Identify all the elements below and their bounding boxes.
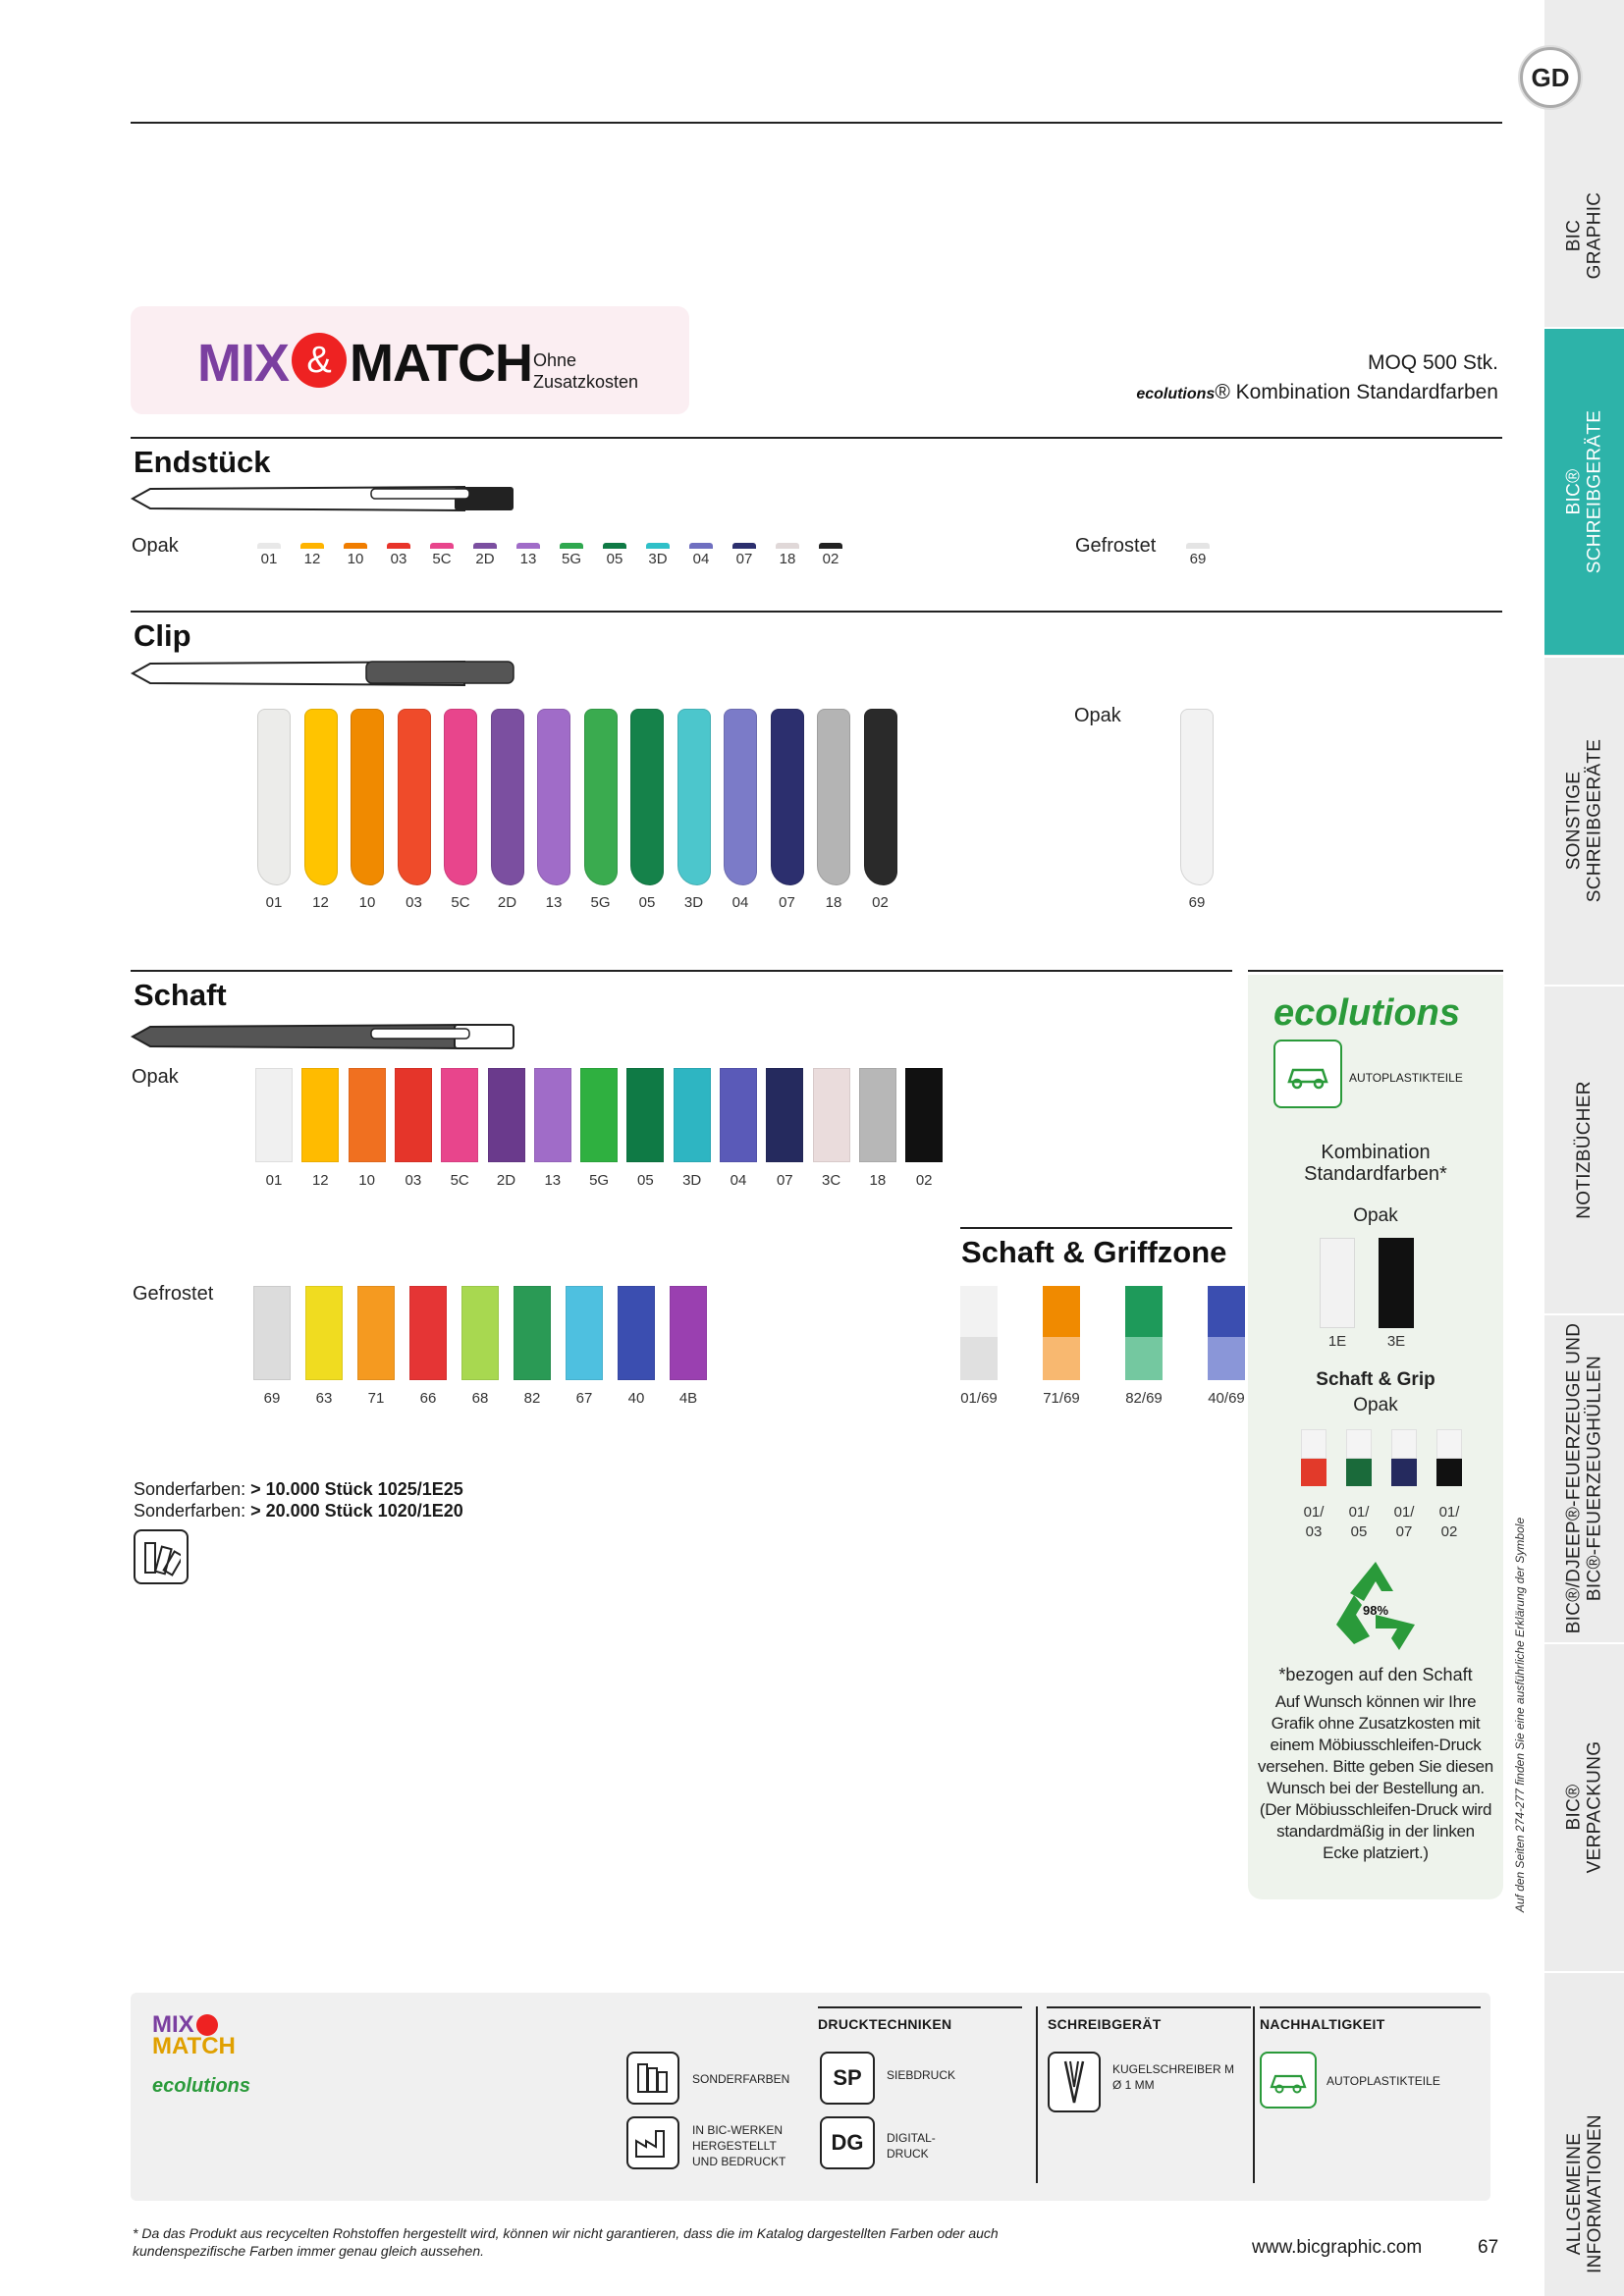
shaft-code: 12	[311, 1172, 329, 1189]
griff-code: 82/69	[1125, 1390, 1163, 1407]
griff-top	[960, 1286, 998, 1337]
tab-label: BIC GRAPHIC	[1563, 191, 1605, 280]
shaft-swatch	[859, 1068, 896, 1162]
color-dot	[1186, 543, 1210, 549]
griff-top	[1125, 1286, 1163, 1337]
shaft-code: 02	[915, 1172, 933, 1189]
clip-swatch	[351, 709, 384, 885]
eco-opak-swatch	[1320, 1238, 1355, 1328]
eco-opak-swatch	[1379, 1238, 1414, 1328]
clip-swatch	[398, 709, 431, 885]
symbols-note: Auf den Seiten 274-277 finden Sie eine ausführliche Erklärung der Symbole	[1513, 1517, 1527, 1913]
color-code: 05	[606, 551, 623, 567]
tab-notizbuecher[interactable]	[1544, 987, 1624, 1312]
tab-bic-graphic[interactable]	[1544, 147, 1624, 324]
section-title-schaft: Schaft	[134, 978, 227, 1012]
shaft-code: 69	[263, 1390, 281, 1407]
color-code: 2D	[475, 551, 495, 567]
griff-code: 71/69	[1043, 1390, 1080, 1407]
tab-feuerzeuge[interactable]	[1544, 1315, 1624, 1641]
griff-code: 01/69	[960, 1390, 998, 1407]
sidebar	[1544, 0, 1624, 2296]
color-code: 04	[692, 551, 710, 567]
griff-bottom	[960, 1337, 998, 1380]
clip-swatch	[817, 709, 850, 885]
griff-top	[1208, 1286, 1245, 1337]
grip-opak-label: Opak	[1353, 1395, 1398, 1415]
tab-label: BIC®/DJEEP®-FEUERZEUGE UND BIC®-FEUERZEUGHÜLLEN	[1563, 1322, 1605, 1634]
sonderfarben-label: Sonderfarben:	[134, 1501, 246, 1521]
shaft-code: 5G	[589, 1172, 610, 1189]
color-dot	[344, 543, 367, 549]
rule-endstueck	[131, 437, 1502, 439]
eco-opak-label: Opak	[1353, 1205, 1398, 1226]
shaft-code: 18	[869, 1172, 887, 1189]
griff-code: 40/69	[1208, 1390, 1245, 1407]
shaft-swatch	[461, 1286, 499, 1380]
clip-code: 5G	[590, 894, 611, 911]
shaft-code: 10	[358, 1172, 375, 1189]
shaft-swatch	[626, 1068, 664, 1162]
shaft-swatch	[253, 1286, 291, 1380]
sonderfarben-value: 20.000 Stück 1020/1E20	[265, 1501, 463, 1521]
shaft-swatch	[301, 1068, 339, 1162]
shaft-swatch	[357, 1286, 395, 1380]
shaft-swatch	[670, 1286, 707, 1380]
rule-griffzone	[960, 1227, 1232, 1229]
clip-swatch	[304, 709, 338, 885]
color-dot	[603, 543, 626, 549]
griff-bottom	[1125, 1337, 1163, 1380]
schreib-head: SCHREIBGERÄT	[1048, 2016, 1162, 2032]
clip-code: 02	[872, 894, 889, 911]
shaft-code: 05	[637, 1172, 654, 1189]
pen-illustration-clip	[131, 656, 518, 691]
color-code: 5G	[561, 551, 581, 567]
clip-opak-label: Opak	[1074, 705, 1121, 726]
footer-mix-match-logo: MIX MATCH	[152, 2011, 236, 2059]
clip-code: 69	[1188, 894, 1206, 911]
clip-swatch	[1180, 709, 1214, 885]
shaft-swatch	[514, 1286, 551, 1380]
sonderfarben-value: 10.000 Stück 1025/1E25	[265, 1479, 463, 1499]
tab-label: SONSTIGE SCHREIBGERÄTE	[1563, 738, 1605, 903]
sp-icon: SP	[820, 2052, 875, 2105]
clip-swatch	[584, 709, 618, 885]
shaft-swatch	[305, 1286, 343, 1380]
grip-code: 01/ 03	[1303, 1504, 1325, 1540]
clip-code: 03	[406, 894, 422, 911]
pen-illustration-endstueck	[131, 481, 518, 516]
moq: MOQ 500 Stk.	[1367, 351, 1498, 374]
section-title-clip: Clip	[134, 618, 191, 653]
footer-car-icon	[1260, 2052, 1317, 2109]
grip-top	[1346, 1429, 1372, 1459]
shaft-swatch	[618, 1286, 655, 1380]
eco-opak-code: 3E	[1386, 1333, 1406, 1350]
shaft-swatch	[674, 1068, 711, 1162]
shaft-code: 71	[367, 1390, 385, 1407]
griff-top	[1043, 1286, 1080, 1337]
tab-allgemeine-informationen[interactable]	[1544, 1973, 1624, 2296]
recycle-percent: 98%	[1362, 1603, 1389, 1618]
shaft-swatch	[566, 1286, 603, 1380]
clip-swatch	[677, 709, 711, 885]
factory-icon	[626, 2116, 679, 2169]
banner-note-1: Ohne	[533, 350, 577, 370]
rule-eco	[1248, 970, 1503, 972]
color-dot	[300, 543, 324, 549]
sonderfarben-label: Sonderfarben:	[134, 1479, 246, 1499]
grip-code: 01/ 07	[1393, 1504, 1415, 1540]
shaft-code: 3C	[822, 1172, 841, 1189]
ecolutions-panel	[1248, 975, 1503, 1899]
website-link[interactable]: www.bicgraphic.com	[1252, 2237, 1423, 2258]
color-code: 10	[347, 551, 364, 567]
footer-eco-logo: ecolutions	[152, 2075, 251, 2097]
clip-code: 05	[638, 894, 656, 911]
mix-match-banner	[131, 306, 689, 414]
endstueck-opak-label: Opak	[132, 535, 179, 557]
shaft-swatch	[488, 1068, 525, 1162]
color-code: 5C	[432, 551, 452, 567]
clip-code: 18	[825, 894, 842, 911]
griff-bottom	[1208, 1337, 1245, 1380]
grip-code: 01/ 05	[1348, 1504, 1370, 1540]
shaft-code: 5C	[450, 1172, 469, 1189]
dg-label: DIGITAL- DRUCK	[887, 2131, 936, 2161]
color-code: 69	[1189, 551, 1207, 567]
note-body: Auf Wunsch können wir Ihre Grafik ohne Zusatzkosten mit einem Möbiusschleifen-Druck versehen. Bitte geben Sie diesen Wunsch bei der Bestellung an. (Der Möbiusschleifen-Druck wird standardmäßig in der linken Ecke platziert.)	[1258, 1692, 1493, 1862]
grip-top	[1436, 1429, 1462, 1459]
clip-swatch	[537, 709, 570, 885]
color-code: 18	[779, 551, 796, 567]
tab-bic-schreibgeraete[interactable]	[1544, 329, 1624, 655]
schaft-gefrostet-label: Gefrostet	[133, 1283, 214, 1305]
shaft-swatch	[813, 1068, 850, 1162]
section-title-griffzone: Schaft & Griffzone	[961, 1235, 1227, 1269]
eco-kombination: Kombination Standardfarben*	[1304, 1142, 1447, 1185]
tab-label: NOTIZBÜCHER	[1574, 1080, 1595, 1219]
shaft-code: 03	[405, 1172, 422, 1189]
color-dot	[516, 543, 540, 549]
clip-swatch	[444, 709, 477, 885]
color-dot	[387, 543, 410, 549]
ballpen-icon	[1048, 2052, 1101, 2112]
color-code: 01	[260, 551, 278, 567]
color-code: 07	[735, 551, 753, 567]
sonderfarben-block: Sonderfarben: > 10.000 Stück 1025/1E25 Sonderfarben: > 20.000 Stück 1020/1E20	[134, 1479, 463, 1521]
grip-bottom	[1436, 1459, 1462, 1486]
color-dot	[819, 543, 842, 549]
ecolutions-logo: ecolutions	[1273, 992, 1461, 1034]
clip-swatch	[257, 709, 291, 885]
gd-logo: GD	[1520, 47, 1581, 108]
color-dot	[430, 543, 454, 549]
bic-werken-text: IN BIC-WERKEN HERGESTELLT UND BEDRUCKT	[692, 2123, 786, 2168]
shaft-swatch	[534, 1068, 571, 1162]
color-code: 12	[303, 551, 321, 567]
sonderfarben-text: SONDERFARBEN	[692, 2072, 790, 2086]
grip-top	[1391, 1429, 1417, 1459]
clip-code: 01	[265, 894, 283, 911]
clip-swatch	[630, 709, 664, 885]
clip-code: 10	[358, 894, 376, 911]
grip-top	[1301, 1429, 1326, 1459]
color-dot	[560, 543, 583, 549]
sp-label: SIEBDRUCK	[887, 2068, 956, 2082]
color-dot	[732, 543, 756, 549]
pen-illustration-schaft	[131, 1019, 518, 1054]
color-code: 3D	[648, 551, 668, 567]
shaft-code: 67	[575, 1390, 593, 1407]
shaft-code: 63	[315, 1390, 333, 1407]
tab-label: ALLGEMEINE INFORMATIONEN	[1563, 2113, 1605, 2273]
clip-swatch	[864, 709, 897, 885]
shaft-code: 13	[544, 1172, 562, 1189]
clip-code: 12	[312, 894, 329, 911]
tab-label: BIC® SCHREIBGERÄTE	[1563, 409, 1605, 574]
druck-head: DRUCKTECHNIKEN	[818, 2016, 952, 2032]
grip-bottom	[1301, 1459, 1326, 1486]
grip-bottom	[1346, 1459, 1372, 1486]
shaft-swatch	[255, 1068, 293, 1162]
griff-bottom	[1043, 1337, 1080, 1380]
clip-code: 3D	[683, 894, 704, 911]
shaft-code: 07	[776, 1172, 793, 1189]
clip-code: 5C	[451, 894, 470, 911]
autoplastik-label: AUTOPLASTIKTEILE	[1349, 1071, 1463, 1085]
shaft-swatch	[720, 1068, 757, 1162]
dg-icon: DG	[820, 2116, 875, 2169]
clip-code: 07	[779, 894, 795, 911]
shaft-code: 2D	[496, 1172, 516, 1189]
shaft-swatch	[441, 1068, 478, 1162]
endstueck-gefrostet-label: Gefrostet	[1075, 535, 1157, 557]
note-title: *bezogen auf den Schaft	[1278, 1665, 1473, 1684]
clip-code: 13	[545, 894, 563, 911]
shaft-swatch	[905, 1068, 943, 1162]
recycle-icon	[1326, 1556, 1425, 1654]
shaft-code: 82	[523, 1390, 541, 1407]
schaft-opak-label: Opak	[132, 1066, 179, 1088]
color-dot	[473, 543, 497, 549]
clip-swatch	[771, 709, 804, 885]
nach-head: NACHHALTIGKEIT	[1260, 2016, 1385, 2032]
kombination-line: ecolutions® Kombination Standardfarben	[1136, 381, 1498, 403]
clip-swatch	[491, 709, 524, 885]
schreib-label: KUGELSCHREIBER M Ø 1 MM	[1112, 2062, 1235, 2092]
shaft-swatch	[766, 1068, 803, 1162]
shaft-swatch	[580, 1068, 618, 1162]
rule-schaft	[131, 970, 1232, 972]
clip-swatch	[724, 709, 757, 885]
shaft-swatch	[409, 1286, 447, 1380]
shaft-swatch	[349, 1068, 386, 1162]
grip-code: 01/ 02	[1438, 1504, 1460, 1540]
rule-clip	[131, 611, 1502, 613]
color-dot	[257, 543, 281, 549]
clip-code: 04	[731, 894, 749, 911]
top-rule	[131, 122, 1502, 124]
footer-info	[131, 1993, 1490, 2201]
page-number: 67	[1478, 2237, 1499, 2258]
section-title-endstueck: Endstück	[134, 445, 271, 479]
shaft-code: 3D	[682, 1172, 702, 1189]
shaft-code: 4B	[678, 1390, 698, 1407]
color-dot	[646, 543, 670, 549]
eco-opak-code: 1E	[1327, 1333, 1347, 1350]
tab-sonstige[interactable]	[1544, 658, 1624, 984]
banner-note-2: Zusatzkosten	[533, 372, 639, 392]
color-fan-icon	[134, 1529, 189, 1584]
shaft-code: 01	[265, 1172, 283, 1189]
shaft-code: 66	[419, 1390, 437, 1407]
shaft-code: 04	[730, 1172, 747, 1189]
car-recycle-icon	[1273, 1040, 1342, 1108]
tab-label: BIC® VERPACKUNG	[1563, 1740, 1605, 1874]
clip-code: 2D	[497, 894, 517, 911]
color-code: 03	[390, 551, 407, 567]
shaft-code: 40	[627, 1390, 645, 1407]
color-code: 02	[822, 551, 839, 567]
sonderfarben-icon	[626, 2052, 679, 2105]
tab-verpackung[interactable]	[1544, 1644, 1624, 1970]
disclaimer: * Da das Produkt aus recycelten Rohstoffen hergestellt wird, können wir nicht garantieren, dass die im Katalog dargestellten Farben oder auch kundenspezifische Farben immer genau gleich aussehen.	[133, 2225, 999, 2259]
mix-match-logo: MIX & MATCH	[197, 334, 532, 393]
color-dot	[776, 543, 799, 549]
color-dot	[689, 543, 713, 549]
nach-label: AUTOPLASTIKTEILE	[1326, 2074, 1440, 2088]
color-code: 13	[519, 551, 537, 567]
grip-bottom	[1391, 1459, 1417, 1486]
shaft-code: 68	[471, 1390, 489, 1407]
grip-title: Schaft & Grip	[1316, 1369, 1435, 1390]
eco-logo: ecolutions	[1136, 386, 1216, 402]
shaft-swatch	[395, 1068, 432, 1162]
